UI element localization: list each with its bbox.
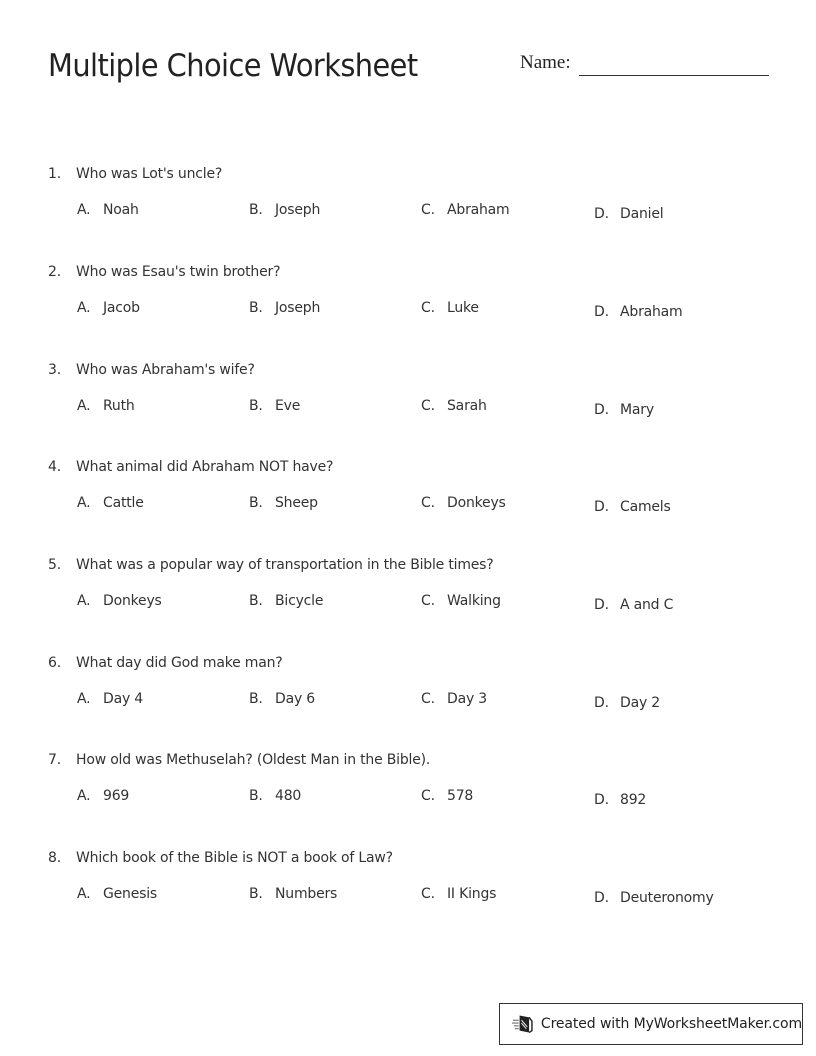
question-text: What was a popular way of transportation in the Bible times? [76,557,494,573]
question-number: 5. [48,557,61,573]
option-letter: D. [594,499,609,515]
option-letter: B. [249,593,263,609]
question-1 [48,166,788,232]
option-letter: B. [249,202,263,218]
worksheet-title: Multiple Choice Worksheet [48,48,418,84]
option-letter: A. [77,886,91,902]
option-text: Ruth [103,398,135,414]
option-letter: C. [421,691,435,707]
option-text: Numbers [275,886,338,902]
option-letter: C. [421,495,435,511]
option-text: Mary [620,402,654,418]
option-d[interactable] [594,499,671,515]
option-text: Bicycle [275,593,324,609]
answer-options [48,202,788,232]
option-letter: C. [421,788,435,804]
answer-options [48,593,788,623]
question-prompt [48,655,788,671]
question-3 [48,362,788,428]
option-letter: C. [421,593,435,609]
option-letter: C. [421,300,435,316]
question-6 [48,655,788,721]
question-number: 1. [48,166,61,182]
option-b[interactable] [249,300,320,316]
option-text: Abraham [447,202,510,218]
question-text: What day did God make man? [76,655,283,671]
question-text: Who was Abraham's wife? [76,362,255,378]
option-text: Day 2 [620,695,661,711]
option-letter: D. [594,597,609,613]
option-text: 969 [103,788,130,804]
answer-options [48,788,788,818]
option-b[interactable] [249,691,315,707]
option-a[interactable] [77,300,140,316]
answer-options [48,300,788,330]
option-text: Daniel [620,206,664,222]
option-c[interactable] [421,691,487,707]
option-text: 480 [275,788,302,804]
option-letter: A. [77,495,91,511]
question-prompt [48,752,788,768]
option-letter: B. [249,788,263,804]
option-a[interactable] [77,495,144,511]
question-number: 7. [48,752,61,768]
question-number: 6. [48,655,61,671]
option-letter: D. [594,402,609,418]
option-letter: B. [249,398,263,414]
option-a[interactable] [77,788,129,804]
option-letter: C. [421,398,435,414]
question-4 [48,459,788,525]
option-letter: B. [249,691,263,707]
option-text: Sarah [447,398,487,414]
option-b[interactable] [249,398,300,414]
option-text: Day 4 [103,691,144,707]
option-letter: A. [77,300,91,316]
question-text: What animal did Abraham NOT have? [76,459,334,475]
option-d[interactable] [594,890,714,906]
option-d[interactable] [594,304,683,320]
option-letter: D. [594,206,609,222]
option-letter: D. [594,792,609,808]
question-number: 8. [48,850,61,866]
option-d[interactable] [594,597,673,613]
option-a[interactable] [77,691,143,707]
option-text: Donkeys [447,495,506,511]
worksheet-maker-logo-icon [512,1013,533,1035]
option-text: Luke [447,300,479,316]
option-letter: D. [594,890,609,906]
option-b[interactable] [249,202,320,218]
option-d[interactable] [594,695,660,711]
option-letter: C. [421,886,435,902]
option-text: Abraham [620,304,683,320]
option-d[interactable] [594,206,663,222]
option-text: Day 3 [447,691,488,707]
question-5 [48,557,788,623]
option-letter: B. [249,886,263,902]
question-text: Who was Lot's uncle? [76,166,223,182]
option-text: Donkeys [103,593,162,609]
option-text: Eve [275,398,301,414]
option-d[interactable] [594,792,646,808]
option-letter: B. [249,300,263,316]
question-text: Who was Esau's twin brother? [76,264,281,280]
option-b[interactable] [249,886,337,902]
name-label: Name: [520,52,571,73]
question-text: How old was Methuselah? (Oldest Man in the Bible). [76,752,431,768]
option-b[interactable] [249,593,323,609]
option-letter: D. [594,695,609,711]
answer-options [48,886,788,916]
question-number: 4. [48,459,61,475]
option-a[interactable] [77,202,139,218]
answer-options [48,691,788,721]
question-8 [48,850,788,916]
name-blank-line [579,75,769,76]
answer-options [48,495,788,525]
option-text: Noah [103,202,139,218]
option-a[interactable] [77,398,135,414]
option-a[interactable] [77,593,162,609]
question-prompt [48,166,788,182]
question-number: 2. [48,264,61,280]
footer-text: Created with MyWorksheetMaker.com [540,1016,802,1032]
question-7 [48,752,788,818]
option-letter: C. [421,202,435,218]
option-text: 578 [447,788,474,804]
answer-options [48,398,788,428]
option-c[interactable] [421,495,506,511]
option-d[interactable] [594,402,654,418]
option-b[interactable] [249,788,301,804]
option-c[interactable] [421,300,479,316]
option-text: Walking [447,593,501,609]
option-text: Joseph [275,202,321,218]
question-prompt [48,557,788,573]
name-field [520,52,769,74]
option-text: Day 6 [275,691,316,707]
option-c[interactable] [421,398,487,414]
option-b[interactable] [249,495,318,511]
option-a[interactable] [77,886,157,902]
option-text: Genesis [103,886,158,902]
option-letter: A. [77,691,91,707]
option-letter: D. [594,304,609,320]
option-letter: A. [77,593,91,609]
question-prompt [48,850,788,866]
option-letter: B. [249,495,263,511]
option-letter: A. [77,398,91,414]
option-text: A and C [620,597,674,613]
option-text: Cattle [103,495,144,511]
option-text: Camels [620,499,671,515]
question-prompt [48,459,788,475]
question-text: Which book of the Bible is NOT a book of Law? [76,850,393,866]
option-c[interactable] [421,788,473,804]
option-text: Joseph [275,300,321,316]
option-text: Deuteronomy [620,890,714,906]
option-c[interactable] [421,593,501,609]
option-c[interactable] [421,886,496,902]
footer-badge [499,1003,803,1045]
question-prompt [48,362,788,378]
question-2 [48,264,788,330]
option-letter: A. [77,788,91,804]
option-text: Jacob [103,300,140,316]
option-letter: A. [77,202,91,218]
option-c[interactable] [421,202,510,218]
option-text: Sheep [275,495,318,511]
option-text: II Kings [447,886,497,902]
question-prompt [48,264,788,280]
option-text: 892 [620,792,647,808]
question-number: 3. [48,362,61,378]
